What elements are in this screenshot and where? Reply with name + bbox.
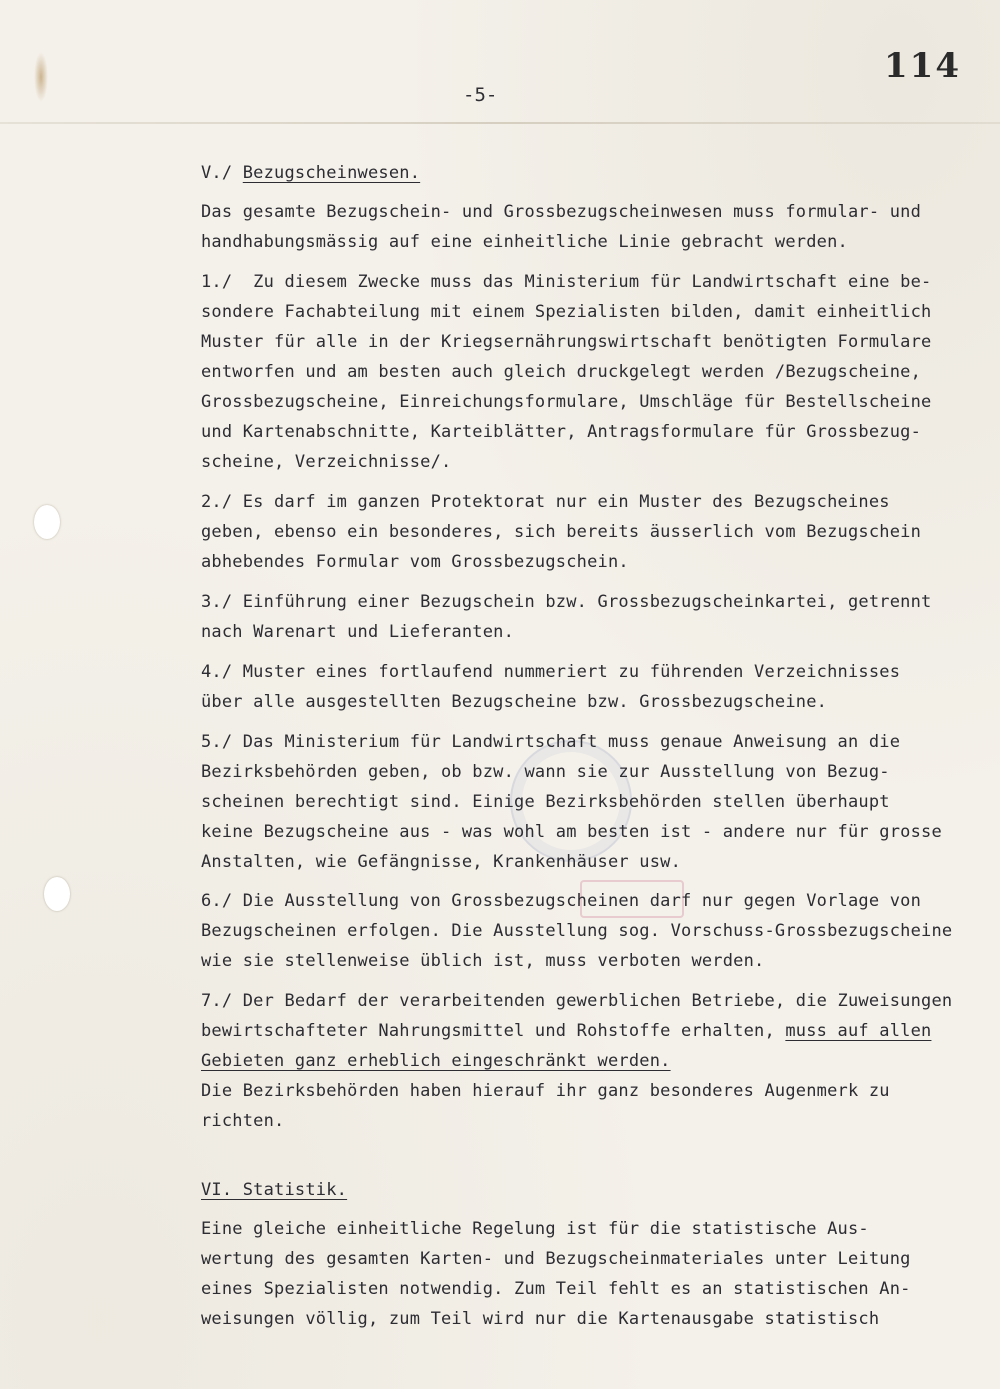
- text-line: über alle ausgestellten Bezugscheine bzw. Grossbezugscheine.: [201, 692, 828, 712]
- section-5-heading-prefix: V./: [201, 163, 243, 183]
- section-5-item-5: [201, 727, 961, 877]
- text-line: und Kartenabschnitte, Karteiblätter, Antragsformulare für Grossbezug-: [201, 422, 922, 442]
- text-line: 7./ Der Bedarf der verarbeitenden gewerblichen Betriebe, die Zuweisungen: [201, 991, 953, 1011]
- folio-number: 114: [884, 46, 961, 86]
- punch-hole-top: [34, 505, 60, 539]
- text-line: scheine, Verzeichnisse/.: [201, 452, 452, 472]
- text-line: 5./ Das Ministerium für Landwirtschaft muss genaue Anweisung an die: [201, 732, 901, 752]
- paper-stain: [34, 52, 48, 102]
- text-line: 4./ Muster eines fortlaufend nummeriert zu führenden Verzeichnisses: [201, 662, 901, 682]
- text-line: nach Warenart und Lieferanten.: [201, 622, 515, 642]
- section-5-heading-title: Bezugscheinwesen.: [242, 163, 421, 183]
- text-line: Die Bezirksbehörden haben hierauf ihr ganz besonderes Augenmerk zu: [201, 1081, 890, 1101]
- text-line: 1./ Zu diesem Zwecke muss das Ministerium für Landwirtschaft eine be-: [201, 272, 932, 292]
- text-line: wie sie stellenweise üblich ist, muss verboten werden.: [201, 951, 765, 971]
- section-5-item-6: [201, 886, 961, 976]
- text-line: Grossbezugscheine, Einreichungsformulare, Umschläge für Bestellscheine: [201, 392, 932, 412]
- section-5-heading: [201, 158, 961, 188]
- text-line: [201, 1046, 961, 1076]
- text-line: Anstalten, wie Gefängnisse, Krankenhäuser usw.: [201, 852, 682, 872]
- text-line: weisungen völlig, zum Teil wird nur die Kartenausgabe statistisch: [201, 1309, 880, 1329]
- section-6-heading-title: VI. Statistik.: [201, 1180, 348, 1200]
- paper-fold-line: [0, 122, 1000, 124]
- section-5-item-2: [201, 487, 961, 577]
- text-line: Bezugscheinen erfolgen. Die Ausstellung sog. Vorschuss-Grossbezugscheine: [201, 921, 953, 941]
- text-line: Eine gleiche einheitliche Regelung ist für die statistische Aus-: [201, 1219, 869, 1239]
- text-line: richten.: [201, 1111, 285, 1131]
- text-line: eines Spezialisten notwendig. Zum Teil fehlt es an statistischen An-: [201, 1279, 911, 1299]
- text-line: 6./ Die Ausstellung von Grossbezugscheinen darf nur gegen Vorlage von: [201, 891, 922, 911]
- text-line: Bezirksbehörden geben, ob bzw. wann sie zur Ausstellung von Bezug-: [201, 762, 890, 782]
- section-6-body: [201, 1214, 961, 1334]
- text-line: geben, ebenso ein besonderes, sich bereits äusserlich vom Bezugschein: [201, 522, 922, 542]
- section-5-item-3: [201, 587, 961, 647]
- text-line: wertung des gesamten Karten- und Bezugscheinmateriales unter Leitung: [201, 1249, 911, 1269]
- text-line: Muster für alle in der Kriegsernährungswirtschaft benötigten Formulare: [201, 332, 932, 352]
- section-5-item-4: [201, 657, 961, 717]
- text-line: scheinen berechtigt sind. Einige Bezirksbehörden stellen überhaupt: [201, 792, 890, 812]
- text-line: 2./ Es darf im ganzen Protektorat nur ein Muster des Bezugscheines: [201, 492, 890, 512]
- section-5-intro: [201, 197, 961, 257]
- text-line: [201, 1016, 961, 1046]
- page-number: -5-: [463, 84, 498, 106]
- text-line: 3./ Einführung einer Bezugschein bzw. Grossbezugscheinkartei, getrennt: [201, 592, 932, 612]
- text-line: sondere Fachabteilung mit einem Spezialisten bilden, damit einheitlich: [201, 302, 932, 322]
- text-line: Das gesamte Bezugschein- und Grossbezugscheinwesen muss formular- und: [201, 202, 922, 222]
- section-5-item-7: [201, 986, 961, 1136]
- section-5-item-1: [201, 267, 961, 477]
- text-segment: bewirtschafteter Nahrungsmittel und Rohstoffe erhalten,: [201, 1021, 786, 1041]
- punch-hole-bottom: [44, 877, 70, 911]
- section-6-heading: [201, 1175, 961, 1205]
- text-line: keine Bezugscheine aus - was wohl am besten ist - andere nur für grosse: [201, 822, 942, 842]
- text-line: entworfen und am besten auch gleich druckgelegt werden /Bezugscheine,: [201, 362, 922, 382]
- underlined-text: Gebieten ganz erheblich eingeschränkt werden.: [201, 1051, 671, 1071]
- text-line: abhebendes Formular vom Grossbezugschein.: [201, 552, 629, 572]
- text-line: handhabungsmässig auf eine einheitliche Linie gebracht werden.: [201, 232, 848, 252]
- underlined-text: muss auf allen: [785, 1021, 932, 1041]
